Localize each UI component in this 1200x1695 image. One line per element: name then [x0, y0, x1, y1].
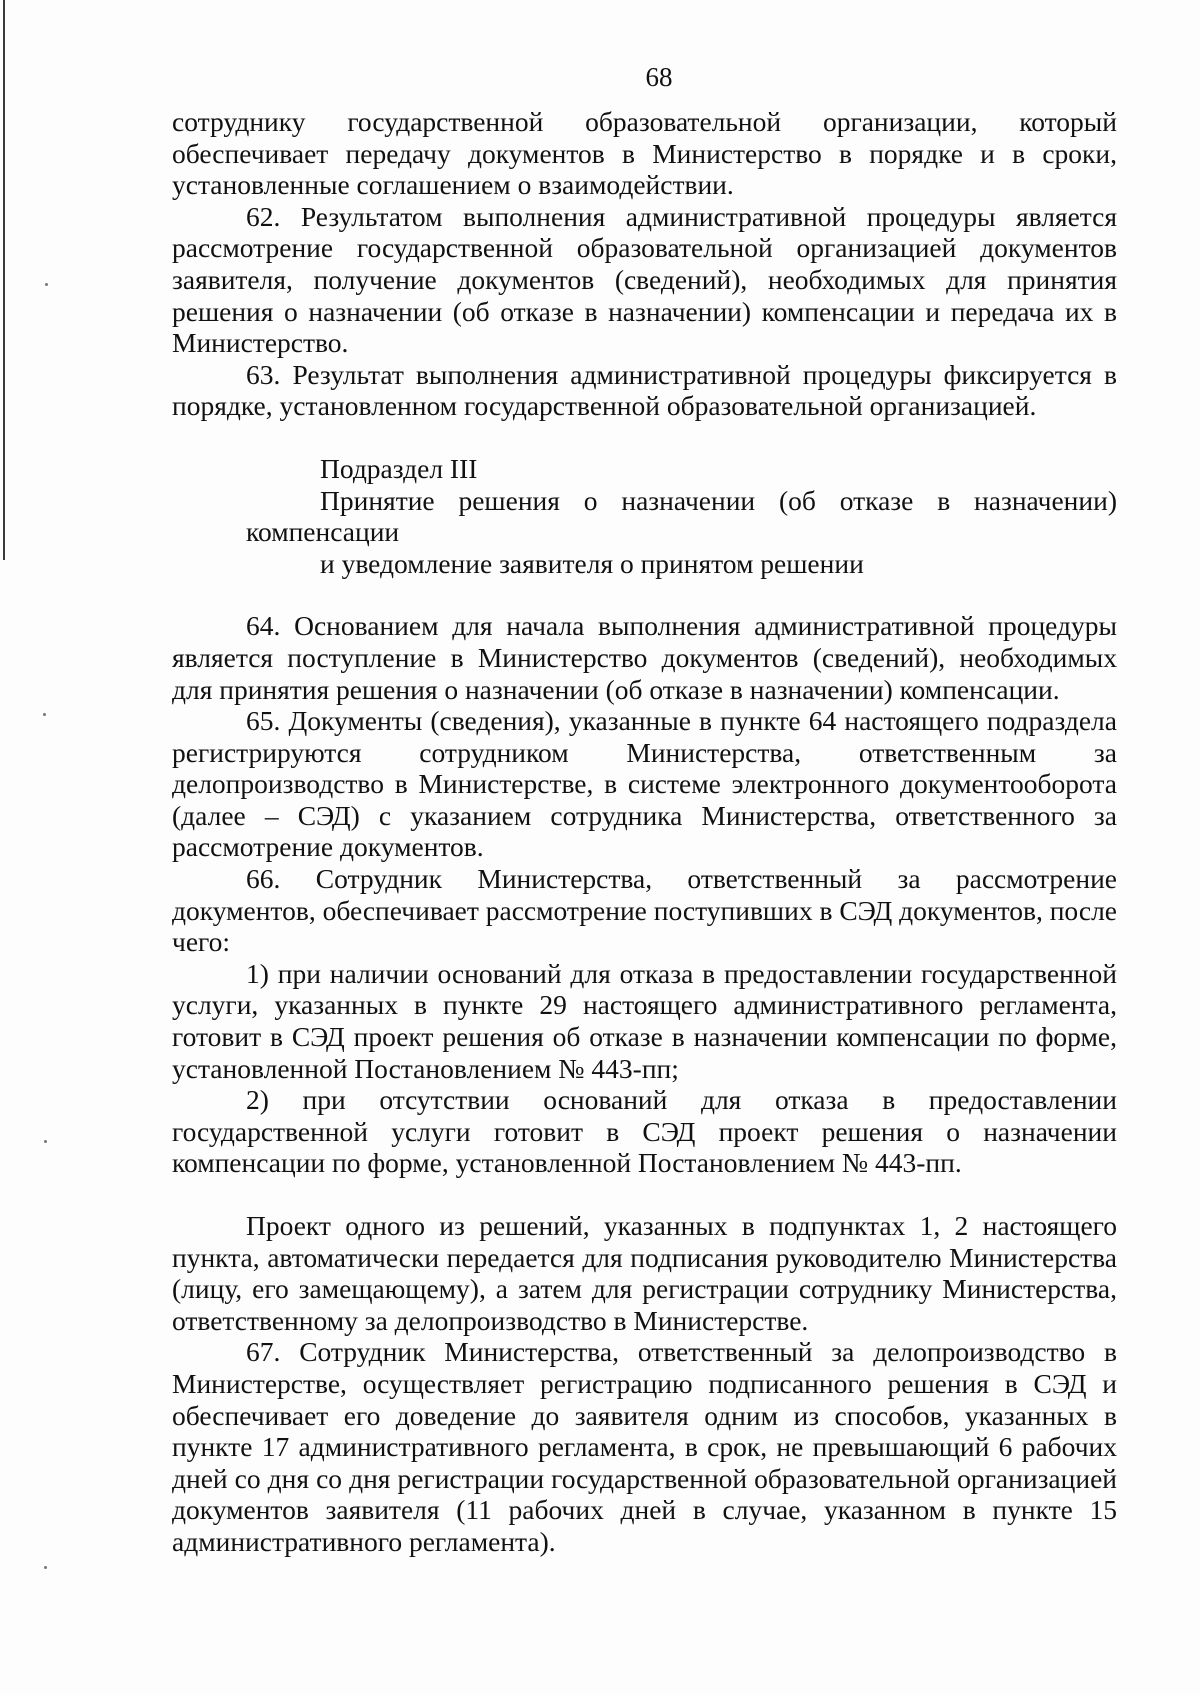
paragraph-65: 65. Документы (сведения), указанные в пункте 64 настоящего подраздела регистрируются сотрудником Министерства, ответственным за делопроизводство в Министерстве, в системе электронного документооборота (далее – СЭД) с указанием сотрудника Министерства, ответственного за рассмотрение документов. [172, 705, 1117, 863]
page-number: 68 [645, 62, 673, 92]
paragraph-project-decision: Проект одного из решений, указанных в подпунктах 1, 2 настоящего пункта, автоматически передается для подписания руководителю Министерства (лицу, его замещающему), а затем для регистрации сотруднику Министерства, ответственному за делопроизводство в Министерстве. [172, 1210, 1117, 1336]
subsection-label: Подраздел III [320, 452, 478, 484]
paragraph-63: 63. Результат выполнения административной процедуры фиксируется в порядке, установленном государственной образовательной организацией. [172, 358, 1117, 422]
paragraph-66: 66. Сотрудник Министерства, ответственный за рассмотрение документов, обеспечивает рассмотрение поступивших в СЭД документов, после чего: [172, 863, 1117, 958]
scan-speck [43, 713, 46, 716]
document-body [172, 106, 1117, 1558]
scan-speck [44, 1140, 47, 1143]
paragraph-67: 67. Сотрудник Министерства, ответственный за делопроизводство в Министерстве, осуществляет регистрацию подписанного решения в СЭД и обеспечивает его доведение до заявителя одним из способов, указанных в пункте 17 административного регламента, в срок, не превышающий 6 рабочих дней со дня со дня регистрации государственной образовательной организацией документов заявителя (11 рабочих дней в случае, указанном в пункте 15 административного регламента). [172, 1336, 1117, 1557]
paragraph-64: 64. Основанием для начала выполнения административной процедуры является поступление в Министерство документов (сведений), необходимых для принятия решения о назначении (об отказе в назначении) компенсации. [172, 610, 1117, 705]
paragraph-continuation: сотруднику государственной образовательной организации, который обеспечивает передачу документов в Министерство в порядке и в сроки, установленные соглашением о взаимодействии. [172, 106, 1117, 201]
subsection-title-line-2: и уведомление заявителя о принятом решении [320, 547, 864, 579]
paragraph-62: 62. Результатом выполнения административной процедуры является рассмотрение государственной образовательной организацией документов заявителя, получение документов (сведений), необходимых для принятия решения о назначении (об отказе в назначении) компенсации и передача их в Министерство. [172, 200, 1117, 359]
list-item-1: 1) при наличии оснований для отказа в предоставлении государственной услуги, указанных в пункте 29 настоящего административного регламента, готовит в СЭД проект решения об отказе в назначении компенсации по форме, установленной Постановлением № 443-пп; [172, 957, 1117, 1084]
list-item-2: 2) при отсутствии оснований для отказа в предоставлении государственной услуги готовит в СЭД проект решения о назначении компенсации по форме, установленной Постановлением № 443-пп. [172, 1084, 1117, 1179]
scan-speck [45, 283, 48, 286]
subsection-heading [172, 453, 1117, 579]
scan-speck [44, 1566, 47, 1569]
subsection-title-line-1: Принятие решения о назначении (об отказе в назначении) компенсации [246, 484, 1117, 548]
